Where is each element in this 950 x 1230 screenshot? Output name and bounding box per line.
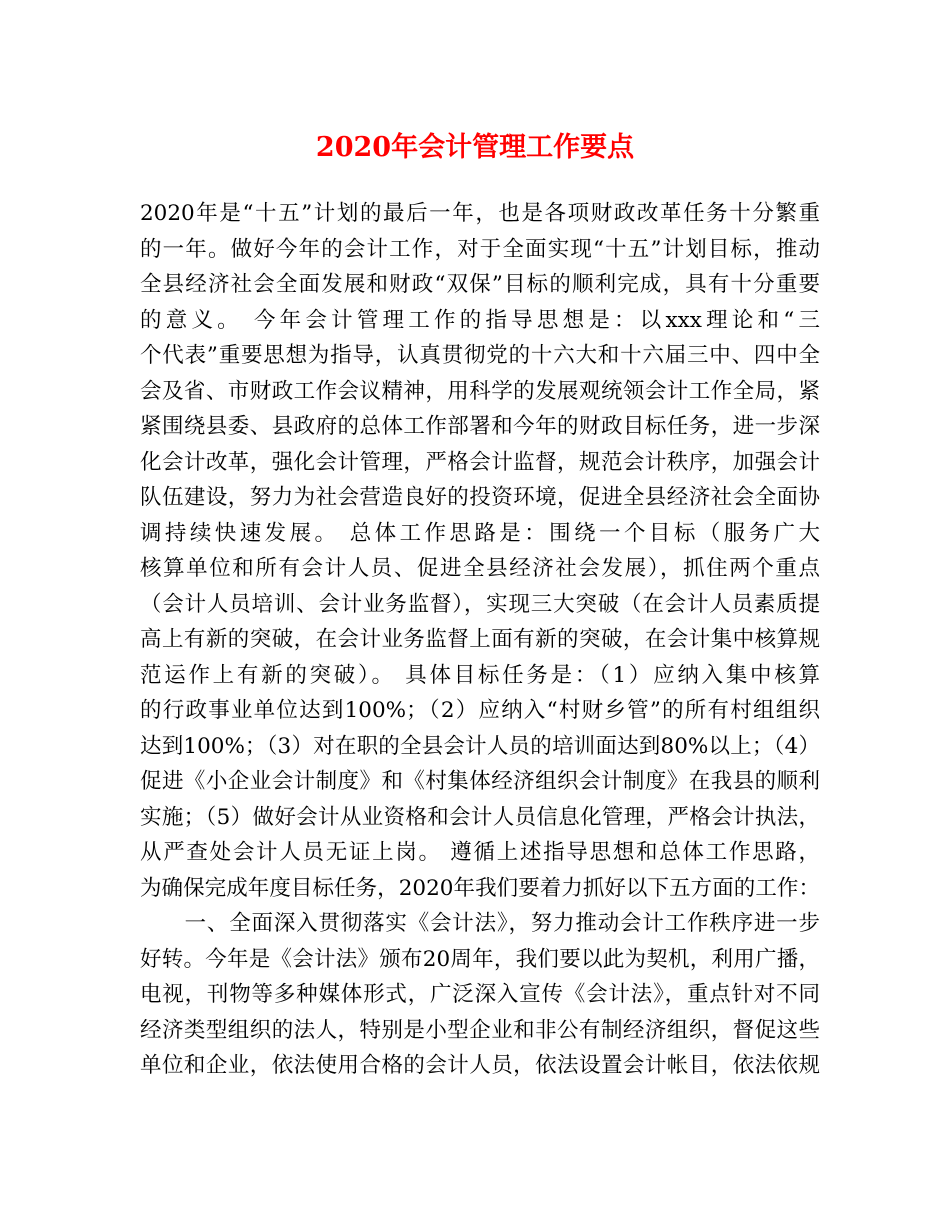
body-line: 经济类型组织的法人，特别是小型企业和非公有制经济组织，督促这些 <box>140 1017 820 1043</box>
body-line: 核算单位和所有会计人员、促进全县经济社会发展），抓住两个重点 <box>140 556 820 581</box>
body-line: 促进《小企业会计制度》和《村集体经济组织会计制度》在我县的顺利 <box>140 769 820 794</box>
body-line: 的意义。 今年会计管理工作的指导思想是：以xxx理论和“三 <box>140 307 820 333</box>
body-line: 的一年。做好今年的会计工作，对于全面实现“十五”计划目标，推动 <box>140 236 820 262</box>
document-body <box>140 196 820 1084</box>
body-line: 电视，刊物等多种媒体形式，广泛深入宣传《会计法》，重点针对不同 <box>140 982 820 1007</box>
body-line: 范运作上有新的突破）。 具体目标任务是：（1）应纳入集中核算 <box>140 662 820 688</box>
body-line: 为确保完成年度目标任务，2020年我们要着力抓好以下五方面的工作： <box>140 875 820 901</box>
body-line: 紧围绕县委、县政府的总体工作部署和今年的财政目标任务，进一步深 <box>140 414 820 439</box>
body-line: 队伍建设，努力为社会营造良好的投资环境，促进全县经济社会全面协 <box>140 485 820 510</box>
body-line: 高上有新的突破，在会计业务监督上面有新的突破，在会计集中核算规 <box>140 627 820 652</box>
body-line: 达到100%；（3）对在职的全县会计人员的培训面达到80%以上；（4） <box>140 733 820 759</box>
body-line: 实施；（5）做好会计从业资格和会计人员信息化管理，严格会计执法， <box>140 804 820 830</box>
body-line: 从严查处会计人员无证上岗。 遵循上述指导思想和总体工作思路， <box>140 840 820 865</box>
body-line: 化会计改革，强化会计管理，严格会计监督，规范会计秩序，加强会计 <box>140 449 820 475</box>
body-line: （会计人员培训、会计业务监督），实现三大突破（在会计人员素质提 <box>140 591 820 617</box>
body-line: 2020年是“十五”计划的最后一年，也是各项财政改革任务十分繁重 <box>140 201 820 226</box>
body-line: 好转。今年是《会计法》颁布20周年，我们要以此为契机，利用广播， <box>140 946 820 972</box>
body-line: 的行政事业单位达到100%；（2）应纳入“村财乡管”的所有村组组织 <box>140 698 820 723</box>
body-line: 会及省、市财政工作会议精神，用科学的发展观统领会计工作全局，紧 <box>140 378 820 404</box>
body-line: 单位和企业，依法使用合格的会计人员，依法设置会计帐目，依法依规 <box>140 1053 820 1078</box>
body-line: 个代表”重要思想为指导，认真贯彻党的十六大和十六届三中、四中全 <box>140 343 820 368</box>
document-title: 2020年会计管理工作要点 <box>315 132 635 163</box>
body-line: 一、全面深入贯彻落实《会计法》，努力推动会计工作秩序进一步 <box>140 911 820 936</box>
body-line: 调持续快速发展。 总体工作思路是：围绕一个目标（服务广大 <box>140 520 820 546</box>
body-line: 全县经济社会全面发展和财政“双保”目标的顺利完成，具有十分重要 <box>140 272 820 297</box>
